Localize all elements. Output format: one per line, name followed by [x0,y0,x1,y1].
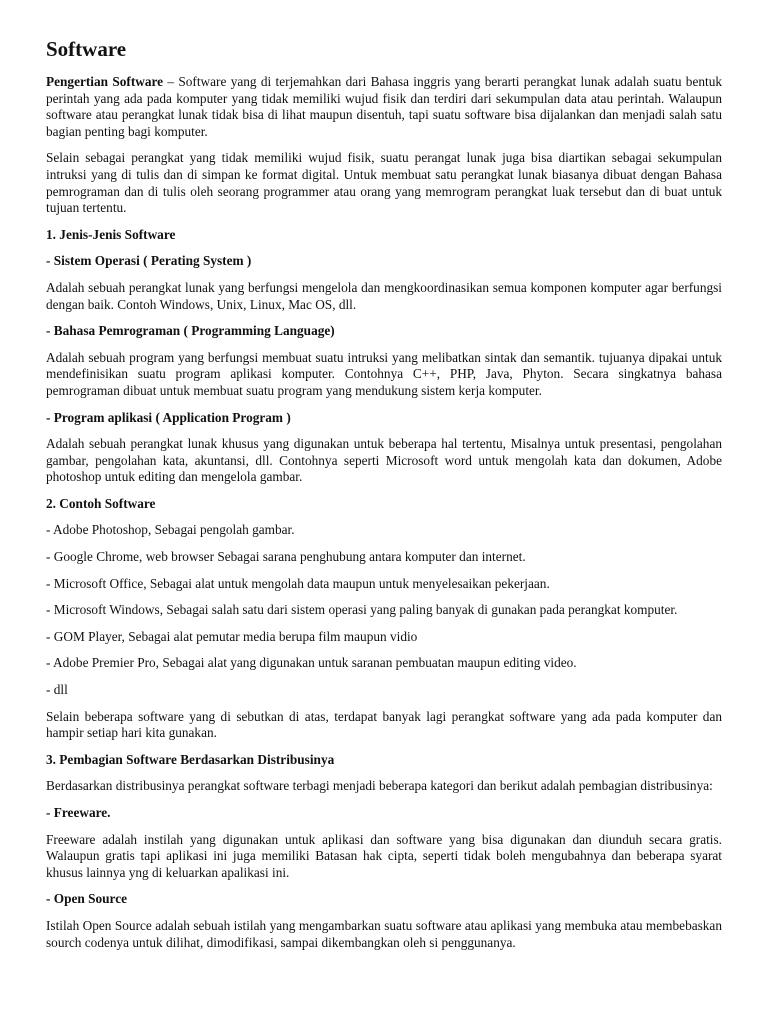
list-item: - GOM Player, Sebagai alat pemutar media berupa film maupun vidio [46,628,418,644]
opensource-heading: - Open Source [46,891,128,907]
list-item: - Microsoft Office, Sebagai alat untuk mengolah data maupun untuk menyelesaikan pekerjaan. [46,575,550,591]
list-item: - Google Chrome, web browser Sebagai sarana penghubung antara komputer dan internet. [46,549,526,565]
section-3-heading: 3. Pembagian Software Berdasarkan Distribusinya [46,751,335,767]
list-item: - Microsoft Windows, Sebagai salah satu dari sistem operasi yang paling banyak di gunakan pada perangkat komputer. [46,602,678,618]
intro-paragraph [46,74,722,140]
intro-term: Pengertian Software [46,74,164,89]
list-item: - Adobe Premier Pro, Sebagai alat yang digunakan untuk saranan pembuatan maupun editing video. [46,655,577,671]
list-item: - Adobe Photoshop, Sebagai pengolah gambar. [46,522,295,538]
section-1-heading: 1. Jenis-Jenis Software [46,226,176,242]
lang-text: Adalah sebuah program yang berfungsi membuat suatu intruksi yang melibatkan sintak dan semantik. tujuanya dipakai untuk mendefinisikan suatu program aplikasi komputer. Contohnya C++, PHP, Java, Phyton. Secara singkatnya bahasa pemrograman dibuat untuk membuat suatu program yang mendukung sistem kerja komputer. [46,349,722,398]
app-heading: - Program aplikasi ( Application Program ) [46,409,291,425]
section-2-closing: Selain beberapa software yang di sebutkan di atas, terdapat banyak lagi perangkat software yang ada pada komputer dan hampir setiap hari kita gunakan. [46,708,722,741]
lang-heading: - Bahasa Pemrograman ( Programming Language) [46,323,335,339]
intro-text: – Software yang di terjemahkan dari Bahasa inggris yang berarti perangkat lunak adalah suatu bentuk perintah yang ada pada komputer yang tidak memiliki wujud fisik dan terdiri dari sekumpulan data atau perintah. Walaupun software atau perangkat lunak tidak bisa di lihat maupun disentuh, tapi suatu software bisa dijalankan dan menjadi salah satu bagian penting bagi komputer. [46,74,722,139]
os-text: Adalah sebuah perangkat lunak yang berfungsi mengelola dan mengkoordinasikan semua komponen komputer agar berfungsi dengan baik. Contoh Windows, Unix, Linux, Mac OS, dll. [46,279,722,312]
section-3-intro: Berdasarkan distribusinya perangkat software terbagi menjadi beberapa kategori dan berikut adalah pembagian distribusinya: [46,778,713,794]
list-item: - dll [46,682,68,698]
opensource-text: Istilah Open Source adalah sebuah istilah yang mengambarkan suatu software atau aplikasi yang membuka atau membebaskan sourch codenya untuk dilihat, dimodifikasi, sampai dikembangkan oleh si penggunanya. [46,917,722,950]
freeware-text: Freeware adalah instilah yang digunakan untuk aplikasi dan software yang bisa digunakan dan diunduh secara gratis. Walaupun gratis tapi aplikasi ini juga memiliki Batasan hak cipta, seperti tidak boleh mengubahnya dan beberapa syarat khusus lainnya yng di keluarkan apalikasi ini. [46,831,722,880]
freeware-heading: - Freeware. [46,805,111,820]
paragraph-2: Selain sebagai perangkat yang tidak memiliki wujud fisik, suatu perangat lunak juga bisa diartikan sebagai sekumpulan intruksi yang di tulis dan di simpan ke format digital. Untuk membuat satu perangkat lunak biasanya dibuat dengan Bahasa pemrograman dan di tulis oleh seorang programmer atau orang yang memrogram perangkat luak tersebut dan di buat untuk tujuan tertentu. [46,150,722,216]
page-title: Software [46,37,127,61]
section-2-heading: 2. Contoh Software [46,495,156,511]
os-heading: - Sistem Operasi ( Perating System ) [46,253,252,269]
app-text: Adalah sebuah perangkat lunak khusus yang digunakan untuk beberapa hal tertentu, Misalnya untuk presentasi, pengolahan gambar, pengolahan kata, akuntansi, dll. Contohnya seperti Microsoft word untuk mengolah kata dan dokumen, Adobe photoshop untuk editing dan mengelola gambar. [46,436,722,485]
